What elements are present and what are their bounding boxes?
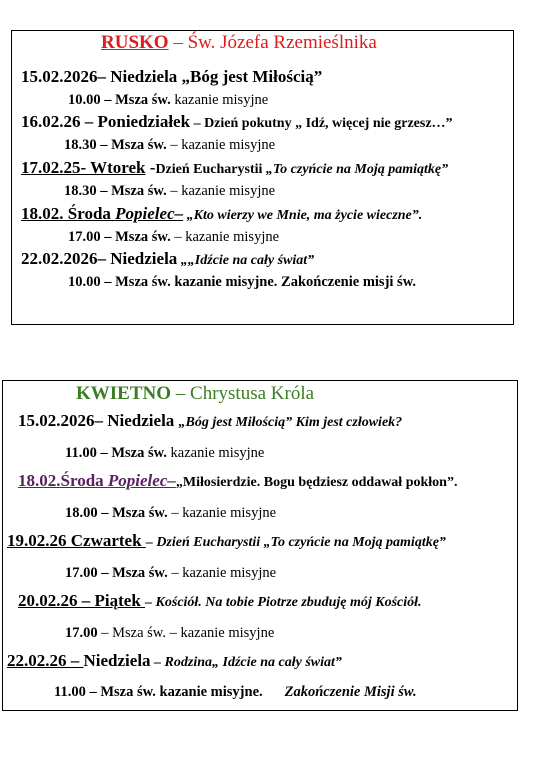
rusko-schedule-box <box>11 30 514 325</box>
kwietno-parish: – Chrystusa Króla <box>171 383 315 404</box>
rusko-mass-time-1: 10.00 – Msza św. <box>68 92 171 108</box>
kwietno-date-1: 15.02.2026– Niedziela <box>18 411 179 430</box>
kwietno-motto-1: „Bóg jest Miłością” Kim jest człowiek? <box>178 415 403 430</box>
kwietno-header <box>76 385 314 403</box>
rusko-day-2: – Dzień pokutny „ Idź, więcej nie grzesz…” <box>190 116 453 131</box>
kwietno-mass-rest-3: – kazanie misyjne <box>167 565 277 581</box>
rusko-mass-rest-3: – kazanie misyjne <box>166 183 276 199</box>
kwietno-day-3: – Dzień Eucharystii <box>145 535 264 550</box>
kwietno-popielec: Popielec– <box>107 471 176 490</box>
rusko-mass-rest-2: – kazanie misyjne <box>166 137 276 153</box>
kwietno-line-10 <box>54 683 417 701</box>
rusko-date-2: 16.02.26 – Poniedziałek <box>21 112 191 131</box>
rusko-line-9 <box>21 250 314 270</box>
rusko-motto-3: „To czyńcie na Moją pamiątkę” <box>265 162 449 177</box>
rusko-mass-time-2: 18.30 – Msza św. <box>64 137 167 153</box>
rusko-parish: – Św. Józefa Rzemieślnika <box>168 32 377 53</box>
kwietno-line-3 <box>18 472 457 492</box>
rusko-line-6 <box>64 182 275 200</box>
kwietno-line-9 <box>7 652 342 672</box>
rusko-popielec: Popielec– <box>115 204 184 223</box>
kwietno-line-2 <box>65 444 264 462</box>
kwietno-line-5 <box>7 532 446 552</box>
kwietno-line-1 <box>18 412 402 432</box>
rusko-motto-1: „Bóg jest Miłością” <box>181 67 323 86</box>
kwietno-mass-rest-2: – kazanie misyjne <box>167 505 277 521</box>
kwietno-line-7 <box>18 592 422 612</box>
kwietno-date-4: 20.02.26 – Piątek <box>18 591 146 610</box>
kwietno-final-mass: 11.00 – Msza św. kazanie misyjne. <box>54 684 263 700</box>
kwietno-closing: Zakończenie Misji św. <box>284 684 417 700</box>
kwietno-mass-time-4: 17.00 <box>65 625 98 641</box>
rusko-motto-4: „Kto wierzy we Mnie, ma życie wieczne”. <box>183 208 423 223</box>
rusko-date-3: 17.02.25- Wtorek <box>21 158 146 177</box>
kwietno-date-5: 22.02.26 – <box>7 651 84 670</box>
kwietno-date-3: 19.02.26 Czwartek <box>7 531 146 550</box>
kwietno-mass-rest-4: – Msza św. – kazanie misyjne <box>97 625 275 641</box>
rusko-mass-rest-1: kazanie misyjne <box>170 92 269 108</box>
kwietno-date-2: 18.02.Środa <box>18 471 108 490</box>
rusko-line-8 <box>68 228 279 246</box>
rusko-line-3 <box>21 113 453 133</box>
kwietno-line-6 <box>65 564 276 582</box>
rusko-line-1 <box>21 68 322 86</box>
rusko-date-4: 18.02. Środa <box>21 204 116 223</box>
rusko-mass-rest-4: – kazanie misyjne <box>170 229 280 245</box>
rusko-dash-3: - <box>145 158 156 177</box>
rusko-line-2 <box>68 91 268 109</box>
kwietno-mass-rest-1: kazanie misyjne <box>166 445 265 461</box>
kwietno-day-5: Niedziela <box>83 651 151 670</box>
rusko-line-7 <box>21 205 422 225</box>
kwietno-line-4 <box>65 504 276 522</box>
kwietno-place: KWIETNO <box>76 383 172 404</box>
rusko-motto-5: „„Idźcie na cały świat” <box>177 253 315 268</box>
rusko-place: RUSKO <box>101 32 169 53</box>
rusko-day-3: Dzień Eucharystii <box>155 162 266 177</box>
kwietno-mass-time-3: 17.00 – Msza św. <box>65 565 168 581</box>
kwietno-schedule-box <box>2 380 518 711</box>
kwietno-mass-time-2: 18.00 – Msza św. <box>65 505 168 521</box>
rusko-date-1: 15.02.2026– Niedziela <box>21 67 182 86</box>
rusko-line-10: 10.00 – Msza św. kazanie misyjne. Zakończenie misji św. <box>68 274 416 290</box>
rusko-date-5: 22.02.2026– Niedziela <box>21 249 178 268</box>
kwietno-motto-5: – Rodzina„ Idźcie na cały świat” <box>150 655 342 670</box>
kwietno-motto-3: „To czyńcie na Moją pamiątkę” <box>263 535 446 550</box>
kwietno-mass-time-1: 11.00 – Msza św. <box>65 445 167 461</box>
rusko-line-5 <box>21 159 448 179</box>
kwietno-motto-2: „Miłosierdzie. Bogu będziesz oddawał pokłon”. <box>175 475 458 490</box>
rusko-line-4 <box>64 136 275 154</box>
rusko-mass-time-3: 18.30 – Msza św. <box>64 183 167 199</box>
kwietno-line-8 <box>65 624 274 642</box>
kwietno-motto-4: – Kościół. Na tobie Piotrze zbuduję mój Kościół. <box>145 595 422 610</box>
rusko-mass-time-4: 17.00 – Msza św. <box>68 229 171 245</box>
rusko-header <box>101 34 377 52</box>
